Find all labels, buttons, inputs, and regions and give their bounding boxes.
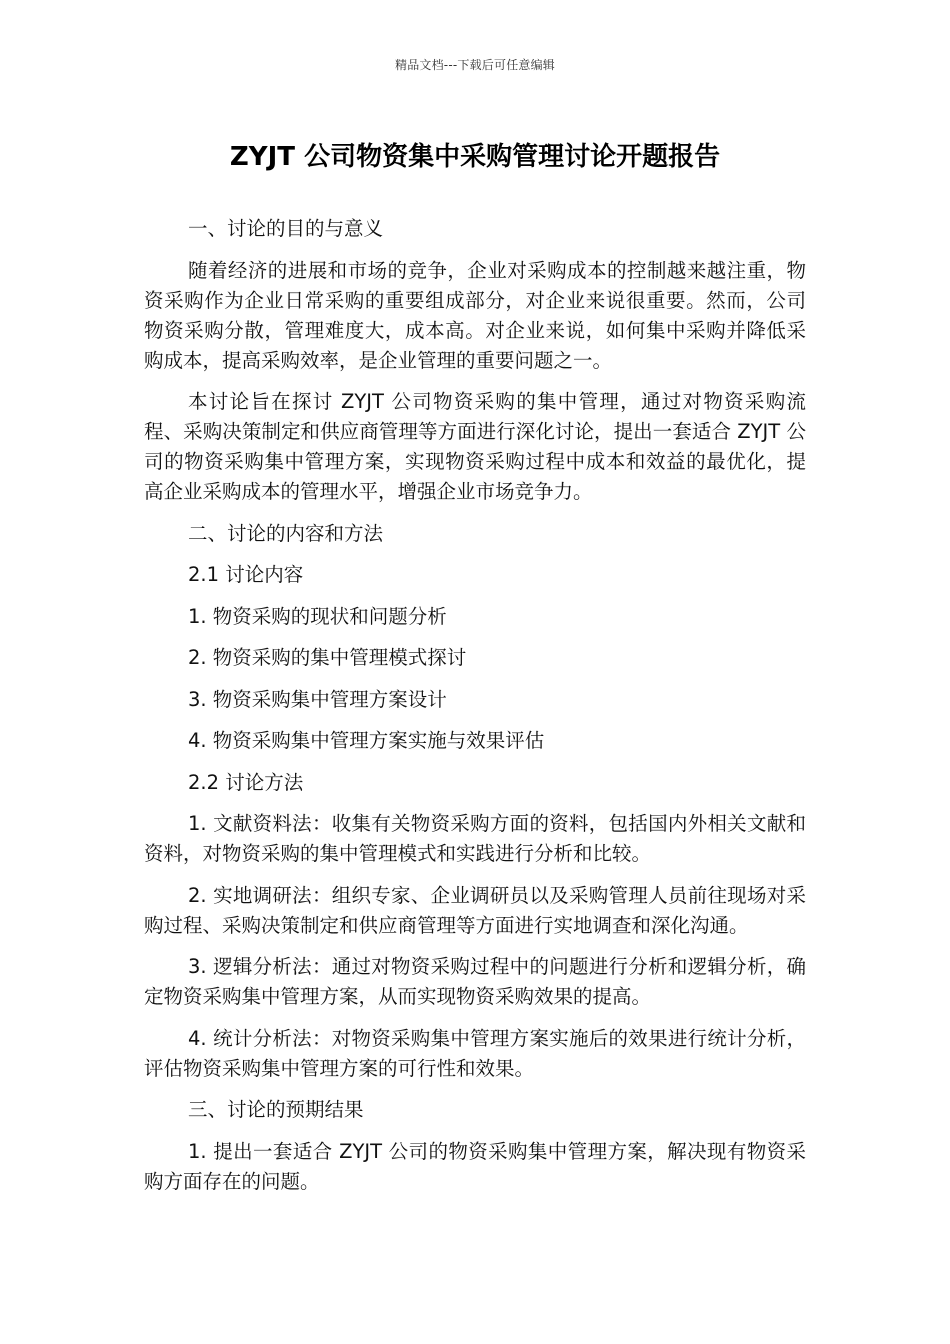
method-item: 1. 文献资料法：收集有关物资采购方面的资料，包括国内外相关文献和资料，对物资采购的集中管理模式和实践进行分析和比较。 [144, 812, 806, 865]
document-body [144, 214, 806, 1208]
section-heading-2: 二、讨论的内容和方法 [188, 521, 384, 545]
list-item: 4. 物资采购集中管理方案实施与效果评估 [188, 729, 545, 752]
body-paragraph: 本讨论旨在探讨 ZYJT 公司物资采购的集中管理，通过对物资采购流程、采购决策制定和供应商管理等方面进行深化讨论，提出一套适合 ZYJT 公司的物资采购集中管理方案，实现物资采购过程中成本和效益的最优化，提高企业采购成本的管理水平，增强企业市场竞争力。 [144, 390, 806, 503]
list-item: 3. 物资采购集中管理方案设计 [188, 687, 447, 711]
subsection-heading-2-1: 2.1 讨论内容 [188, 563, 304, 586]
result-item: 1. 提出一套适合 ZYJT 公司的物资采购集中管理方案，解决现有物资采购方面存在的问题。 [144, 1139, 806, 1193]
page-header: 精品文档---下载后可任意编辑 [395, 58, 555, 72]
document-title: ZYJT 公司物资集中采购管理讨论开题报告 [229, 142, 721, 172]
section-heading-3: 三、讨论的预期结果 [188, 1098, 364, 1121]
method-item: 4. 统计分析法：对物资采购集中管理方案实施后的效果进行统计分析，评估物资采购集中管理方案的可行性和效果。 [144, 1026, 806, 1080]
subsection-heading-2-2: 2.2 讨论方法 [188, 770, 304, 794]
list-item: 2. 物资采购的集中管理模式探讨 [188, 646, 467, 669]
method-item: 3. 逻辑分析法：通过对物资采购过程中的问题进行分析和逻辑分析，确定物资采购集中管理方案，从而实现物资采购效果的提高。 [144, 955, 806, 1008]
method-item: 2. 实地调研法：组织专家、企业调研员以及采购管理人员前往现场对采购过程、采购决策制定和供应商管理等方面进行实地调查和深化沟通。 [144, 883, 806, 937]
section-heading-1: 一、讨论的目的与意义 [188, 217, 384, 240]
body-paragraph: 随着经济的进展和市场的竞争，企业对采购成本的控制越来越注重，物资采购作为企业日常采购的重要组成部分，对企业来说很重要。然而，公司物资采购分散，管理难度大，成本高。对企业来说，如何集中采购并降低采购成本，提高采购效率，是企业管理的重要问题之一。 [144, 258, 806, 372]
list-item: 1. 物资采购的现状和问题分析 [188, 604, 447, 628]
